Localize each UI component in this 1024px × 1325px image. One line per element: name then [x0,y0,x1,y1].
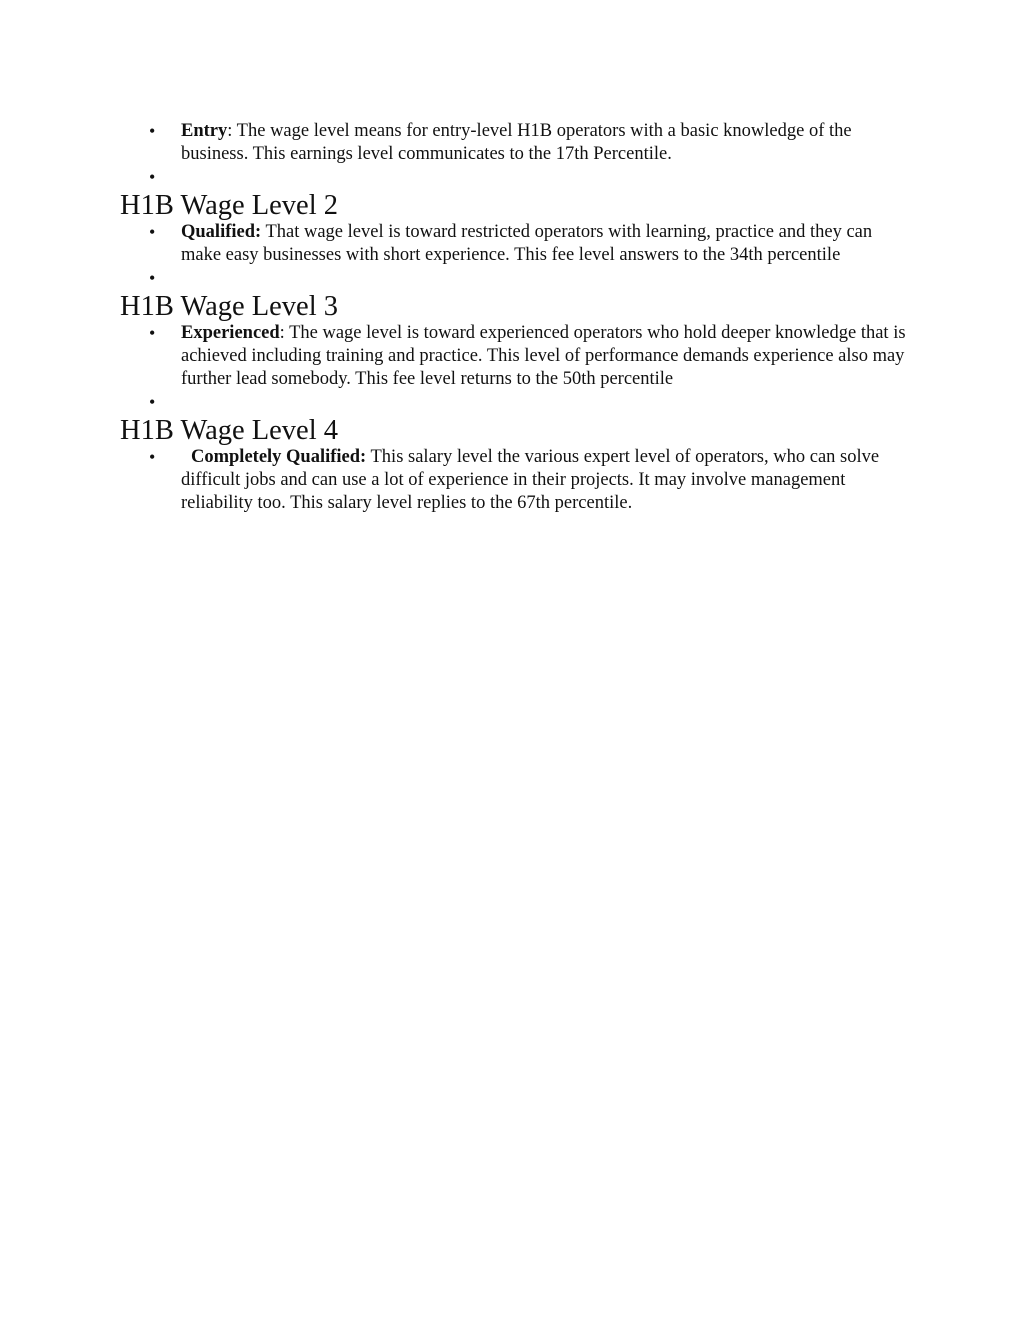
term-completely-qualified: Completely Qualified: [191,447,367,467]
document-content [120,120,910,515]
empty-list-item [181,391,910,414]
level-2-list [120,221,910,290]
description-qualified: That wage level is toward restricted operators with learning, practice and they can make easy businesses with short experience. This fee level answers to the 34th percentile [181,222,873,265]
description-entry: The wage level means for entry-level H1B operators with a basic knowledge of the business. This earnings level communicates to the 17th Percentile. [181,121,852,164]
level-4-list [120,446,910,515]
separator-entry: : [227,121,233,141]
empty-list-item [181,166,910,189]
entry-list [120,120,910,189]
term-qualified: Qualified: [181,222,262,242]
description-completely-qualified: This salary level the various expert level of operators, who can solve difficult jobs and can use a lot of experience in their projects. It may involve management reliability too. This salary level replies to the 67th percentile. [181,447,880,513]
term-entry: Entry [181,121,228,141]
level-3-list [120,322,910,414]
list-item-completely-qualified [181,446,910,515]
empty-list-item [181,267,910,290]
list-item-entry [181,120,910,166]
heading-level-4: H1B Wage Level 4 [120,415,338,446]
term-experienced: Experienced [181,323,280,343]
heading-level-2: H1B Wage Level 2 [120,190,338,221]
separator-experienced: : [279,323,285,343]
description-experienced: The wage level is toward experienced operators who hold deeper knowledge that is achieved including training and practice. This level of performance demands experience also may further lead somebody. This fee level returns to the 50th percentile [181,323,906,389]
list-item-qualified [181,221,910,267]
list-item-experienced [181,322,910,391]
heading-level-3: H1B Wage Level 3 [120,291,338,322]
